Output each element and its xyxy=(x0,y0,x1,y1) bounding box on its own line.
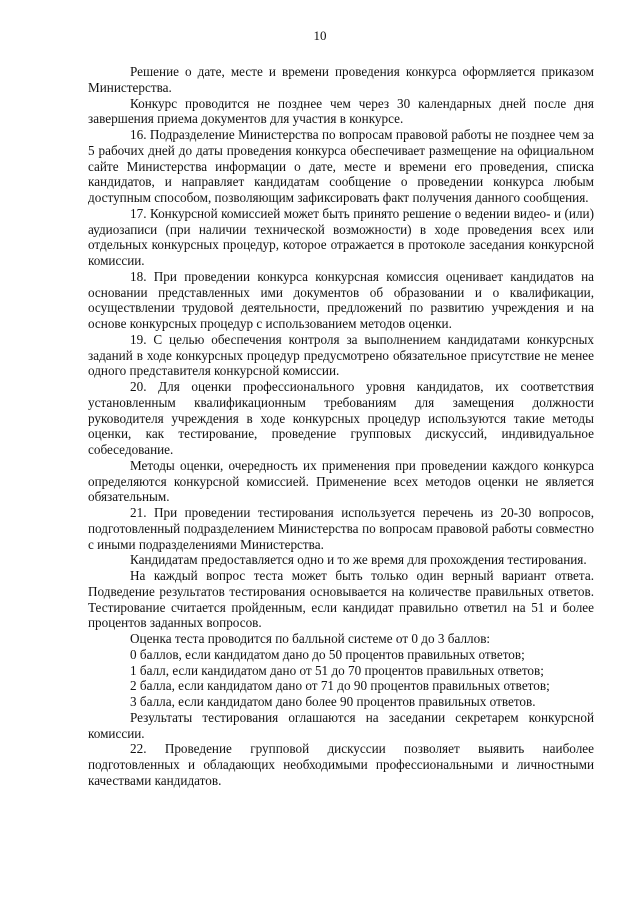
paragraph-item-18: 18. При проведении конкурса конкурсная комиссия оценивает кандидатов на основании представленных ими документов об образовании и о квалификации, осуществлении трудовой деятельности, предложений по развитию учреждения и на основе конкурсных процедур с использованием методов оценки. xyxy=(88,268,594,331)
paragraph-scoring-system: Оценка теста проводится по балльной системе от 0 до 3 баллов: xyxy=(130,631,491,646)
paragraph-assessment-methods: Методы оценки, очередность их применения при проведении каждого конкурса определяются конкурсной комиссией. Применение всех методов оценки не является обязательным. xyxy=(88,457,594,505)
page-body xyxy=(88,64,594,789)
paragraph-competition-decision: Решение о дате, месте и времени проведения конкурса оформляется приказом Министерства. xyxy=(88,64,594,95)
paragraph-score-0: 0 баллов, если кандидатом дано до 50 процентов правильных ответов; xyxy=(130,646,525,662)
paragraph-score-2: 2 балла, если кандидатом дано от 71 до 90 процентов правильных ответов; xyxy=(130,678,550,694)
paragraph-item-22: 22. Проведение групповой дискуссии позволяет выявить наиболее подготовленных и обладающих необходимыми профессиональными и личностными качествами кандидатов. xyxy=(88,741,594,788)
paragraph-competition-timing: Конкурс проводится не позднее чем через 30 календарных дней после дня завершения приема документов для участия в конкурсе. xyxy=(88,95,594,127)
paragraph-item-17: 17. Конкурсной комиссией может быть принято решение о ведении видео- и (или) аудиозаписи (при наличии технической возможности) в ходе проведения всех или отдельных конкурсных процедур, которое отражается в протоколе заседания конкурсной комиссии. xyxy=(88,205,594,268)
paragraph-item-16: 16. Подразделение Министерства по вопросам правовой работы не позднее чем за 5 рабочих дней до даты проведения конкурса обеспечивает размещение на официальном сайте Министерства информации о дате, месте и времени его проведения, списка кандидатов, и направляет кандидатам сообщение о проведении конкурса любым доступным способом, позволяющим зафиксировать факт получения данного сообщения. xyxy=(88,127,594,205)
paragraph-item-20: 20. Для оценки профессионального уровня кандидатов, их соответствия установленным квалификационным требованиям для замещения должности руководителя учреждения в ходе конкурсных процедур используются такие методы оценки, как тестирование, проведение групповых дискуссий, индивидуальное собеседование. xyxy=(88,379,594,457)
paragraph-score-3: 3 балла, если кандидатом дано более 90 процентов правильных ответов. xyxy=(130,694,536,709)
page-number: 10 xyxy=(313,28,327,43)
paragraph-testing-time: Кандидатам предоставляется одно и то же время для прохождения тестирования. xyxy=(130,552,587,568)
paragraph-item-21: 21. При проведении тестирования используется перечень из 20-30 вопросов, подготовленный подразделением Министерства по вопросам правовой работы совместно с иными подразделениями Министерства. xyxy=(88,505,594,552)
paragraph-testing-results: На каждый вопрос теста может быть только один верный вариант ответа. Подведение результатов тестирования основывается на количестве правильных ответов. Тестирование считается пройденным, если кандидат правильно ответил на 51 и более процентов заданных вопросов. xyxy=(88,568,594,631)
paragraph-item-19: 19. С целью обеспечения контроля за выполнением кандидатами конкурсных заданий в ходе конкурсных процедур предусмотрено обязательное присутствие не менее одного представителя конкурсной комиссии. xyxy=(88,331,594,379)
paragraph-results-announcement: Результаты тестирования оглашаются на заседании секретарем конкурсной комиссии. xyxy=(88,709,594,741)
paragraph-score-1: 1 балл, если кандидатом дано от 51 до 70 процентов правильных ответов; xyxy=(130,662,544,678)
